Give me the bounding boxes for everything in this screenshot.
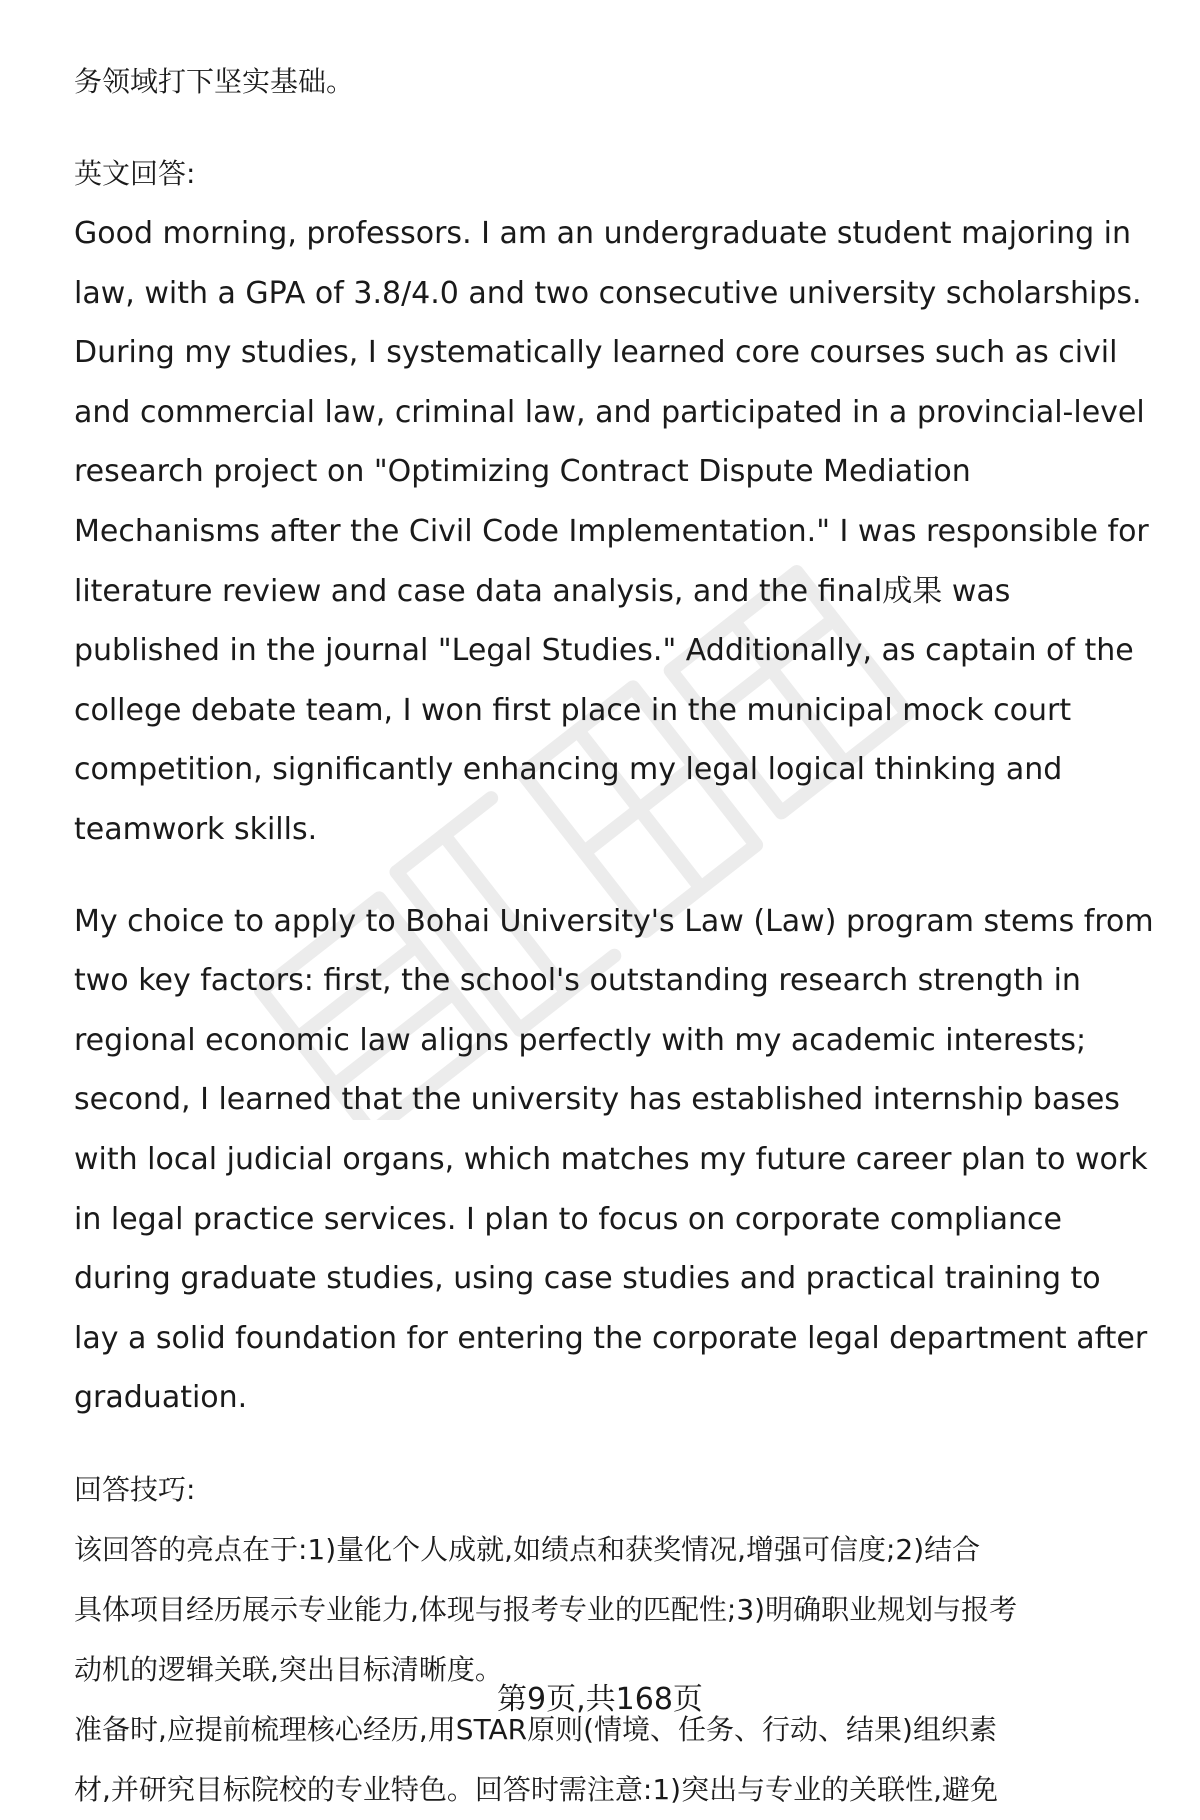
tips-line: 该回答的亮点在于:1)量化个人成就,如绩点和获奖情况,增强可信度;2)结合 xyxy=(74,1532,981,1566)
tips-heading: 回答技巧: xyxy=(74,1472,196,1506)
tips-line: 具体项目经历展示专业能力,体现与报考专业的匹配性;3)明确职业规划与报考 xyxy=(74,1592,1018,1626)
english-answer-paragraph-2: My choice to apply to Bohai University's Law (Law) program stems from two key factors: first, the school's outstanding research strength in regional economic law aligns perfectly with my academic interests; second, I learned that the university has established internship bases with local judicial organs, which matches my future career plan to work in legal practice services. I plan to focus on corporate compliance during graduate studies, using case studies and practical training to lay a solid foundation for entering the corporate legal department after graduation. xyxy=(74,903,1154,1416)
page-number-footer: 第9页,共168页 xyxy=(497,1682,703,1717)
tips-line: 动机的逻辑关联,突出目标清晰度。 xyxy=(74,1652,503,1686)
tips-line: 材,并研究目标院校的专业特色。回答时需注意:1)突出与专业的关联性,避免 xyxy=(74,1772,998,1806)
english-answer-paragraph-1: Good morning, professors. I am an undergraduate student majoring in law, with a GPA of 3.8/4.0 and two consecutive university scholarships. During my studies, I systematically learned core courses such as civil and commercial law, criminal law, and participated in a provincial-level research project on "Optimizing Contract Dispute Mediation Mechanisms after the Civil Code Implementation." I was responsible for literature review and case data analysis, and the final成果 was published in the journal "Legal Studies." Additionally, as captain of the college debate team, I won first place in the municipal mock court competition, significantly enhancing my legal logical thinking and teamwork skills. xyxy=(74,216,1149,847)
english-answer-heading: 英文回答: xyxy=(74,157,196,190)
tips-line: 准备时,应提前梳理核心经历,用STAR原则(情境、任务、行动、结果)组织素 xyxy=(74,1712,997,1746)
document-page xyxy=(74,52,1154,1820)
intro-tail-text: 务领域打下坚实基础。 xyxy=(74,65,355,98)
